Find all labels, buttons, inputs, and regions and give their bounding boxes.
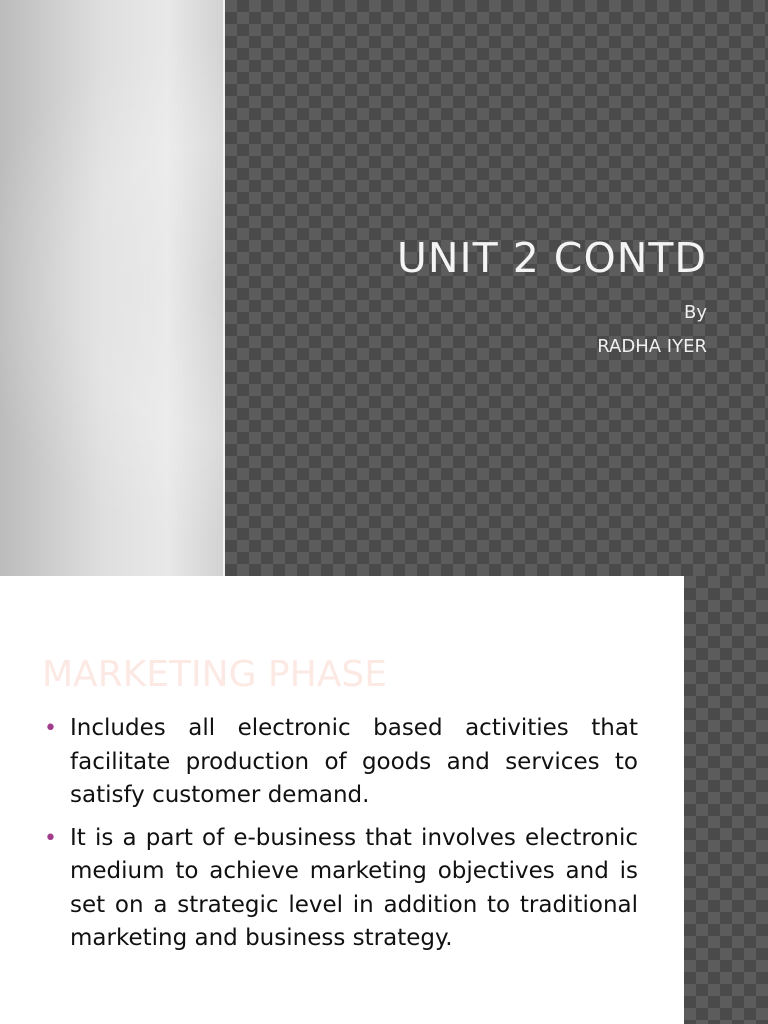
list-item — [42, 712, 638, 813]
slide-heading: MARKETING PHASE — [42, 654, 387, 695]
slide-byline: By — [683, 302, 707, 323]
slide-title: UNIT 2 CONTD — [396, 234, 707, 282]
slide-author: RADHA IYER — [597, 336, 707, 357]
bullet-text: It is a part of e-business that involves electronic medium to achieve marketing objectives and is set on a strategic level in addition to traditional marketing and business strategy. — [70, 824, 638, 951]
bullet-icon: • — [44, 716, 57, 741]
content-slide-pattern-strip — [684, 576, 768, 1024]
title-slide-pattern-panel — [225, 0, 768, 576]
bullet-icon: • — [44, 825, 57, 851]
bullet-list — [42, 712, 638, 965]
content-slide — [0, 576, 768, 1024]
title-slide-gradient-panel — [0, 0, 223, 576]
list-item — [42, 822, 638, 956]
bullet-text: Includes all electronic based activities that facilitate production of goods and services to satisfy customer demand. — [70, 715, 638, 808]
